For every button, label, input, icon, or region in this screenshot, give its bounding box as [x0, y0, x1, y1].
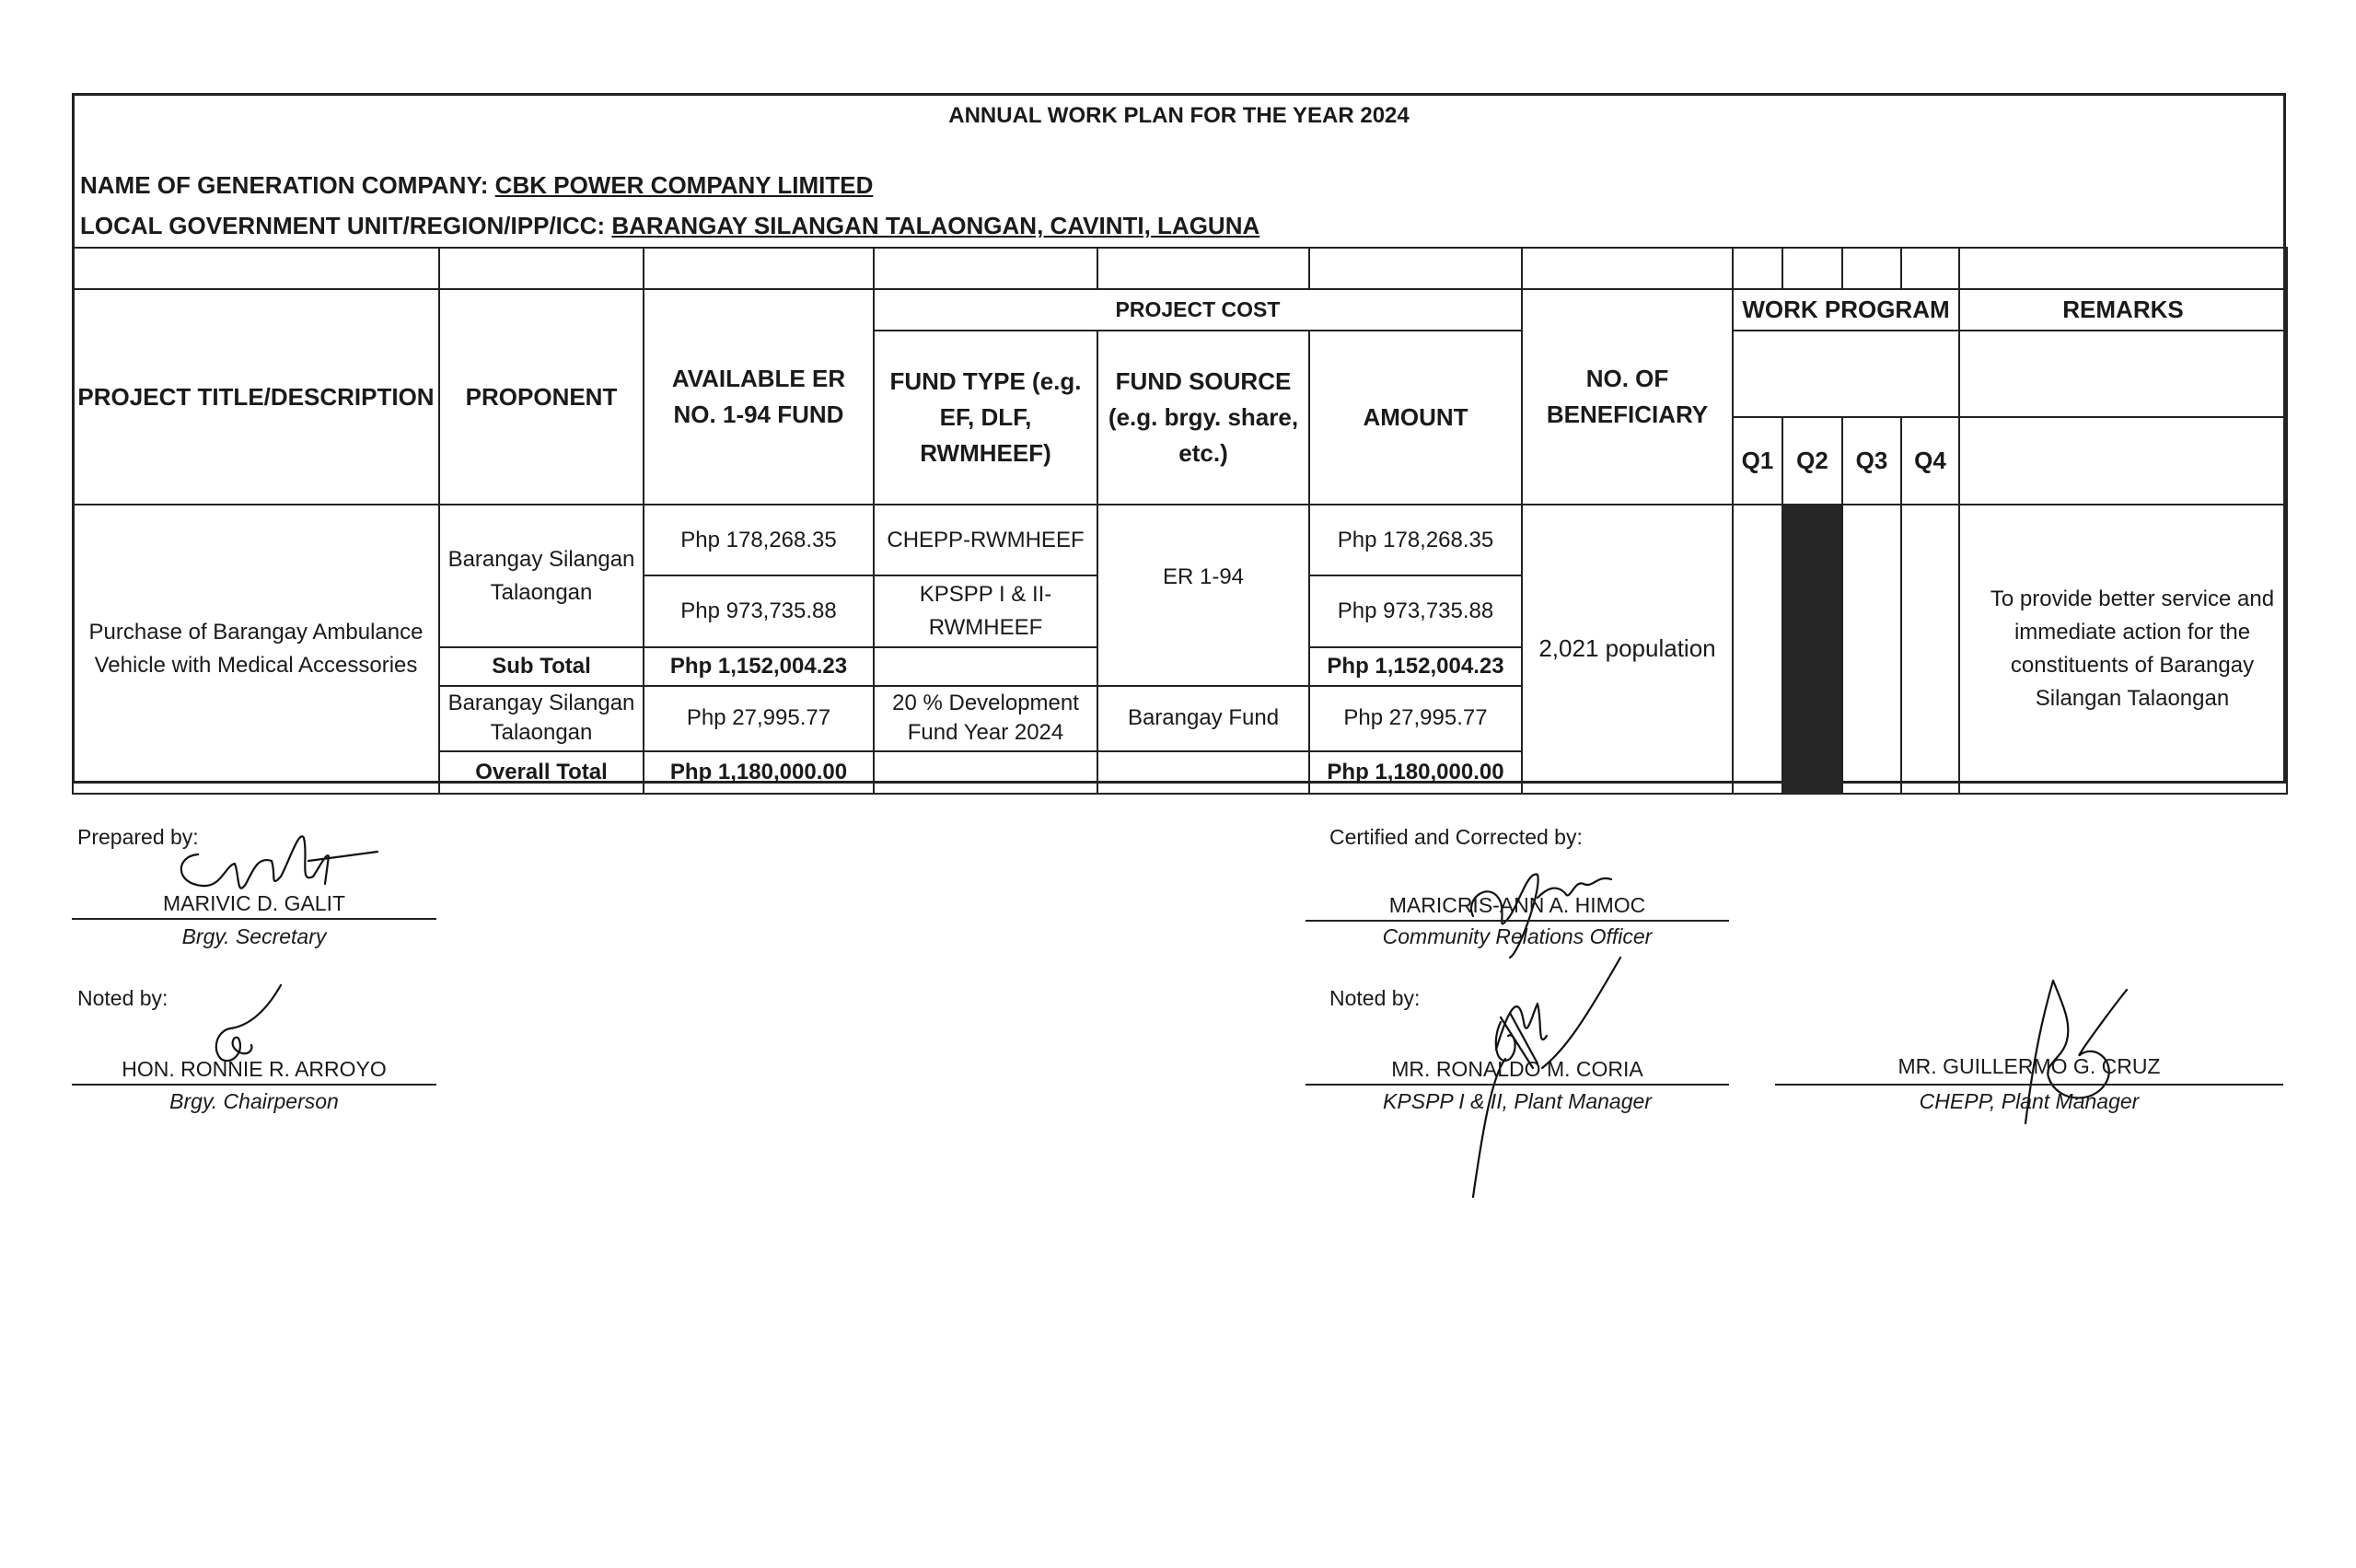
prepared-label: Prepared by:	[77, 825, 199, 849]
remarks-spacer	[1959, 331, 2287, 417]
noted-mid-line	[1306, 1084, 1729, 1086]
fund-source-cell: ER 1-94	[1097, 505, 1309, 686]
available-cell: Php 27,995.77	[644, 686, 874, 751]
col-work-program: WORK PROGRAM	[1733, 289, 1959, 331]
noted-left-title: Brgy. Chairperson	[169, 1089, 339, 1113]
q4-cell	[1901, 505, 1959, 794]
overall-available: Php 1,180,000.00	[644, 751, 874, 794]
beneficiary-cell: 2,021 population	[1522, 505, 1733, 794]
noted-mid-name: MR. RONALDO M. CORIA	[1391, 1057, 1643, 1081]
amount-cell: Php 27,995.77	[1309, 686, 1522, 751]
col-q3: Q3	[1842, 417, 1901, 505]
fund-source-cell: Barangay Fund	[1097, 686, 1309, 751]
col-proponent: PROPONENT	[439, 289, 644, 505]
remarks-cell: To provide better service and immediate action for the constituents of Barangay Silangan Talaongan	[1959, 505, 2287, 794]
noted-right-name: MR. GUILLERMO G. CRUZ	[1898, 1054, 2161, 1078]
lgu-value: BARANGAY SILANGAN TALAONGAN, CAVINTI, LAGUNA	[611, 212, 1260, 239]
proponent-cell: Barangay Silangan Talaongan	[439, 686, 644, 751]
work-program-spacer	[1733, 331, 1959, 417]
col-q2: Q2	[1782, 417, 1842, 505]
prepared-name: MARIVIC D. GALIT	[162, 891, 346, 915]
amount-cell: Php 178,268.35	[1309, 505, 1522, 575]
amount-cell: Php 973,735.88	[1309, 575, 1522, 647]
project-title-cell: Purchase of Barangay Ambulance Vehicle with Medical Accessories	[73, 505, 439, 794]
certified-name: MARICRIS-ANN A. HIMOC	[1388, 893, 1646, 917]
subtotal-available: Php 1,152,004.23	[644, 647, 874, 686]
col-project-cost: PROJECT COST	[874, 289, 1522, 331]
work-plan-table	[72, 247, 2288, 795]
q1-cell	[1733, 505, 1782, 794]
available-cell: Php 973,735.88	[644, 575, 874, 647]
col-amount: AMOUNT	[1309, 331, 1522, 505]
fund-type-cell: KPSPP I & II-RWMHEEF	[874, 575, 1097, 647]
subtotal-fund-type	[874, 647, 1097, 686]
col-fund-source: FUND SOURCE (e.g. brgy. share, etc.)	[1097, 331, 1309, 505]
noted-mid-title: KPSPP I & II, Plant Manager	[1383, 1089, 1652, 1113]
certified-label: Certified and Corrected by:	[1329, 825, 1583, 849]
noted-left-line	[72, 1084, 436, 1086]
spacer-row	[73, 248, 2287, 289]
overall-fund-type	[874, 751, 1097, 794]
noted-right-line	[1775, 1084, 2283, 1086]
noted-left-label: Noted by:	[77, 986, 168, 1010]
company-line	[80, 171, 873, 200]
overall-label: Overall Total	[439, 751, 644, 794]
lgu-line	[80, 212, 1259, 240]
fund-type-cell: CHEPP-RWMHEEF	[874, 505, 1097, 575]
prepared-title: Brgy. Secretary	[181, 924, 327, 948]
document-title: ANNUAL WORK PLAN FOR THE YEAR 2024	[948, 103, 1410, 128]
proponent-cell: Barangay Silangan Talaongan	[439, 505, 644, 647]
col-available-fund: AVAILABLE ER NO. 1-94 FUND	[644, 289, 874, 505]
certified-line	[1306, 920, 1729, 922]
noted-right-title: CHEPP, Plant Manager	[1919, 1089, 2140, 1113]
noted-left-name: HON. RONNIE R. ARROYO	[122, 1057, 387, 1081]
col-beneficiary: NO. OF BENEFICIARY	[1522, 289, 1733, 505]
company-label: NAME OF GENERATION COMPANY:	[80, 171, 495, 199]
work-plan-sheet	[72, 93, 2286, 784]
fund-type-cell: 20 % Development Fund Year 2024	[874, 686, 1097, 751]
col-remarks: REMARKS	[1959, 289, 2287, 331]
company-value: CBK POWER COMPANY LIMITED	[494, 171, 874, 199]
col-fund-type: FUND TYPE (e.g. EF, DLF, RWMHEEF)	[874, 331, 1097, 505]
table-row	[73, 505, 2287, 575]
q3-cell	[1842, 505, 1901, 794]
noted-mid-label: Noted by:	[1329, 986, 1421, 1010]
available-cell: Php 178,268.35	[644, 505, 874, 575]
col-q4: Q4	[1901, 417, 1959, 505]
q2-active-cell	[1782, 505, 1842, 794]
col-q1: Q1	[1733, 417, 1782, 505]
subtotal-label: Sub Total	[439, 647, 644, 686]
col-project-title: PROJECT TITLE/DESCRIPTION	[73, 289, 439, 505]
certified-title: Community Relations Officer	[1382, 924, 1653, 948]
subtotal-amount: Php 1,152,004.23	[1309, 647, 1522, 686]
overall-fund-source	[1097, 751, 1309, 794]
overall-amount: Php 1,180,000.00	[1309, 751, 1522, 794]
prepared-line	[72, 918, 436, 920]
remarks-subheader	[1959, 417, 2287, 505]
header-row-1	[73, 289, 2287, 331]
lgu-label: LOCAL GOVERNMENT UNIT/REGION/IPP/ICC:	[80, 212, 612, 239]
